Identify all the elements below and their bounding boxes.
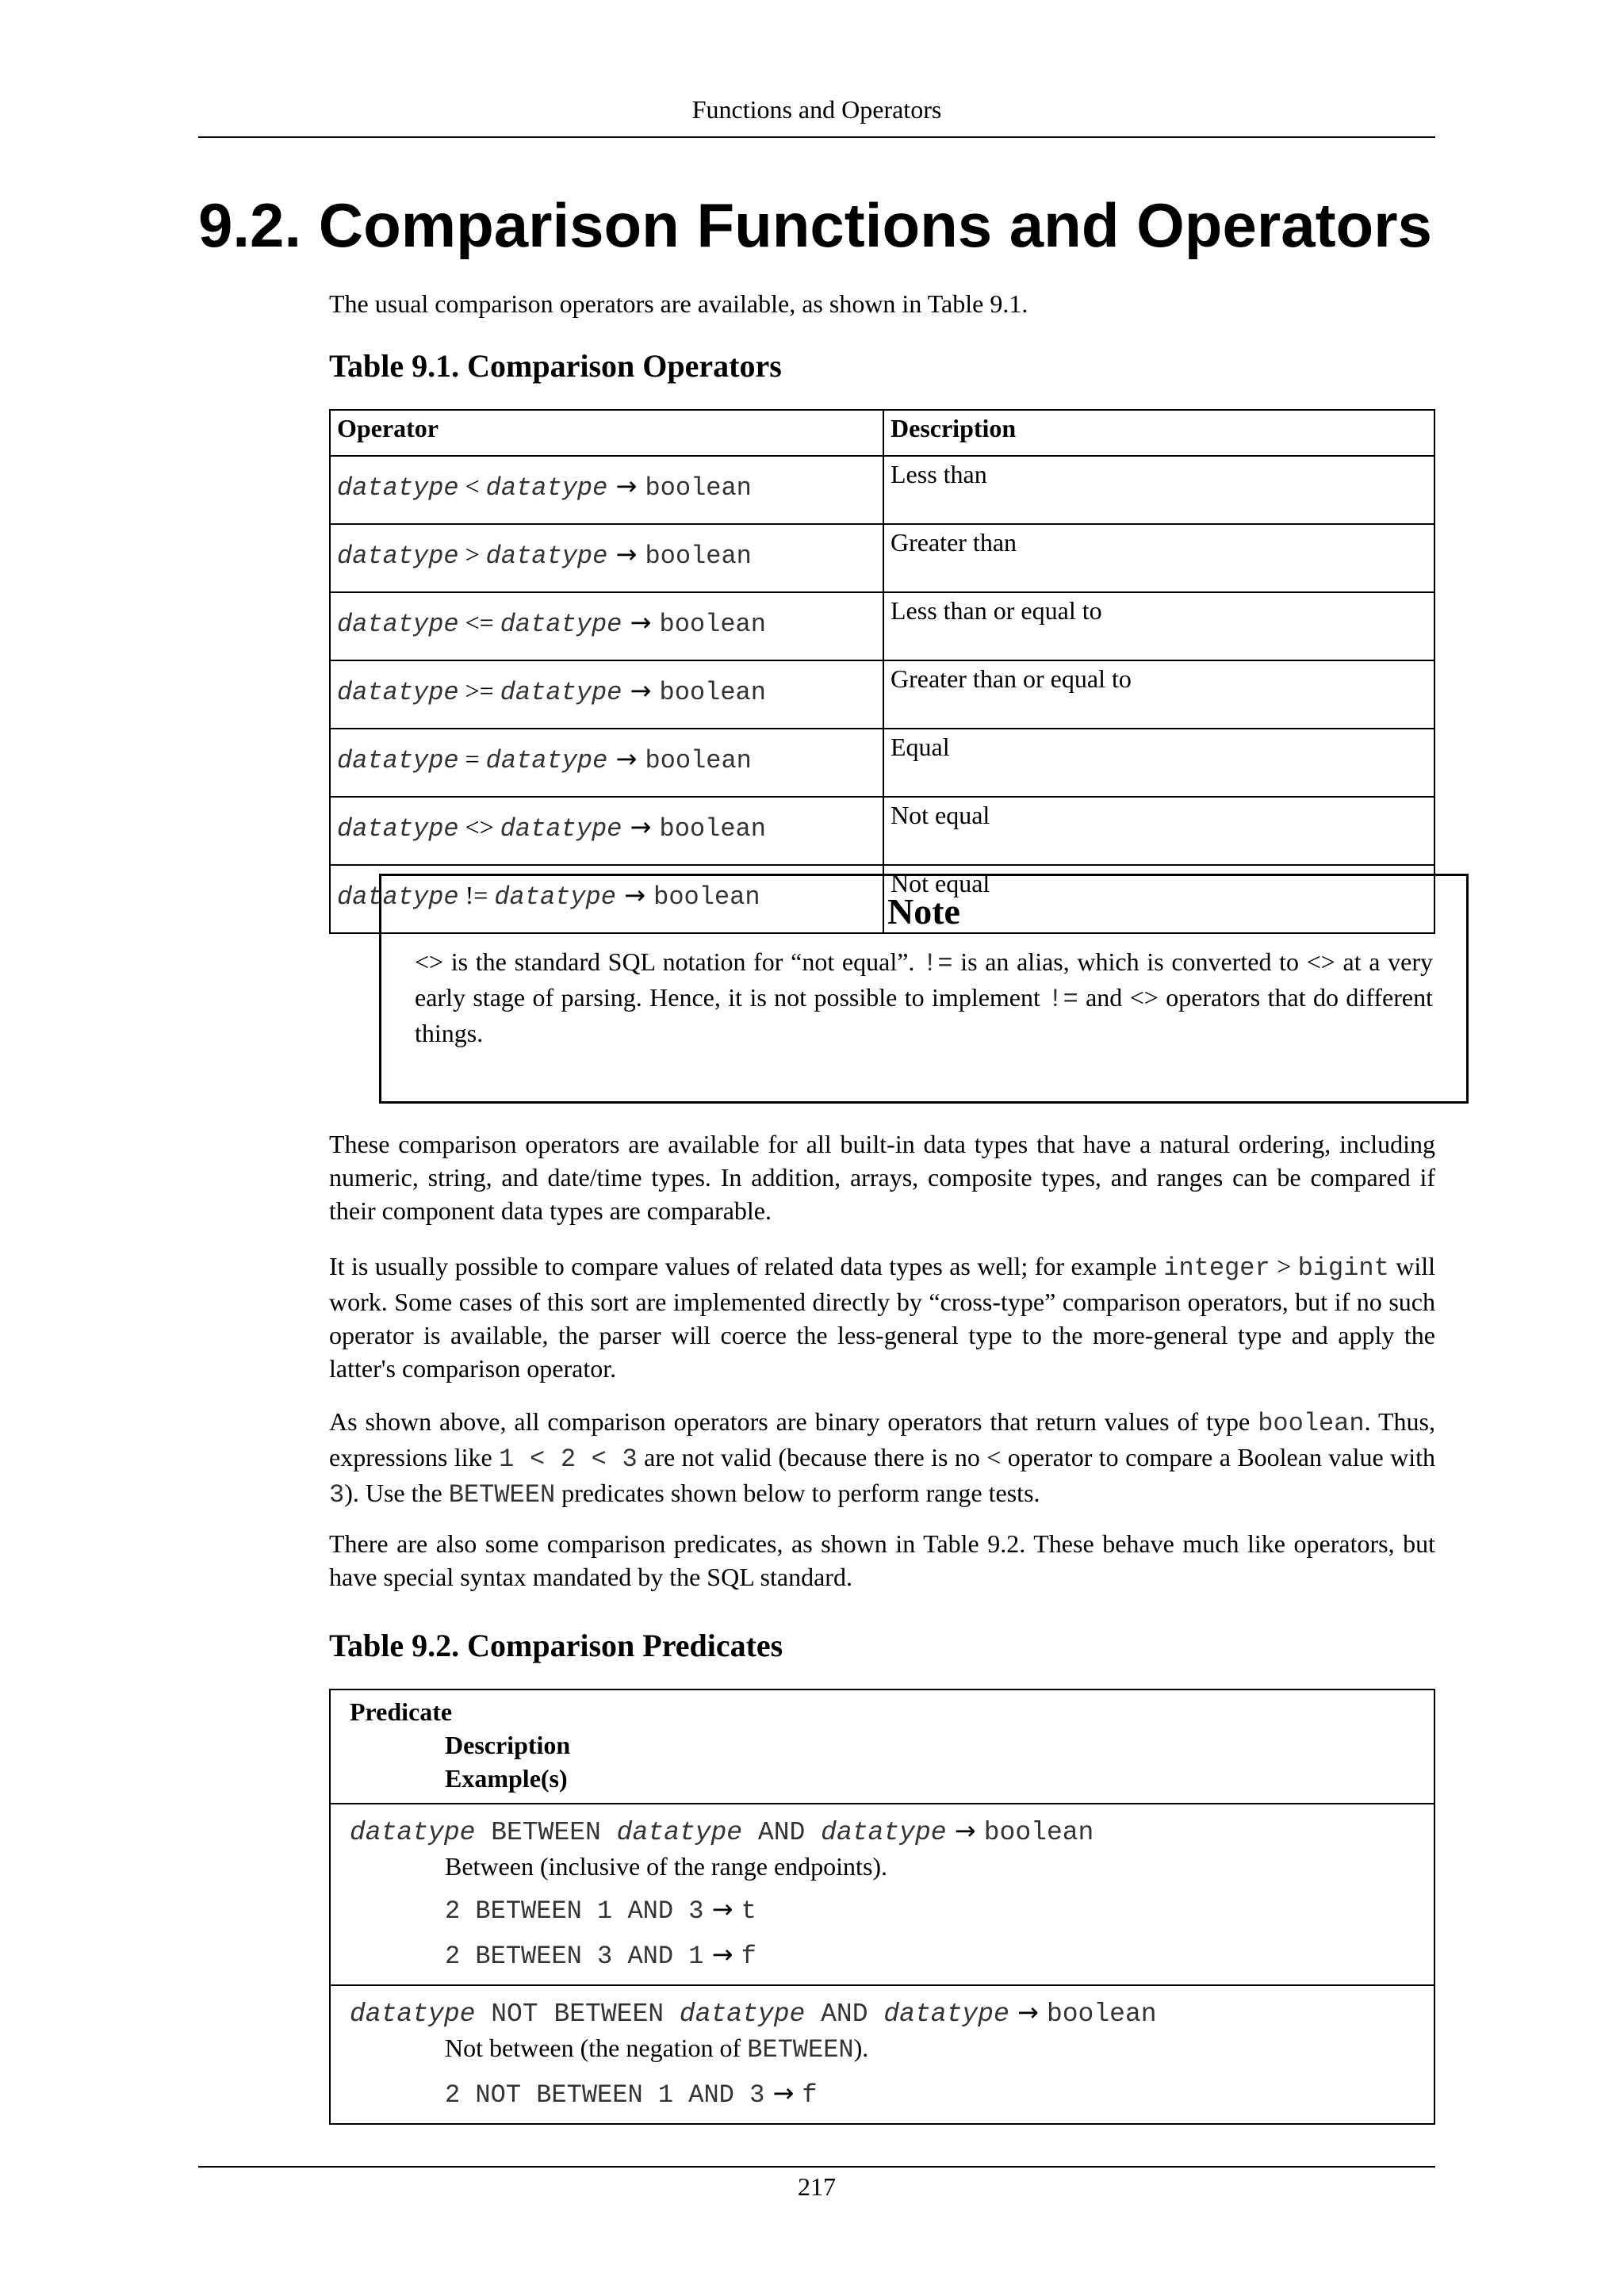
type-name: datatype: [485, 746, 608, 775]
table-row: [330, 797, 1434, 865]
page-number: 217: [798, 2172, 836, 2201]
example-code: 2 NOT BETWEEN 1 AND 3: [445, 2080, 765, 2110]
running-header: Functions and Operators: [691, 95, 942, 124]
paragraph-cross-type-text: [329, 1249, 1435, 1385]
inline-code: integer: [1163, 1253, 1270, 1283]
table-row: [331, 1804, 1434, 1984]
keyword: NOT BETWEEN: [475, 1999, 680, 2029]
type-name: datatype: [485, 473, 608, 503]
predicate-description: Between (inclusive of the range endpoints).: [445, 1852, 888, 1881]
type-name: datatype: [350, 1818, 476, 1847]
comparison-operators-table: [329, 409, 1435, 934]
note-code: !=: [1048, 985, 1078, 1014]
description-cell: Equal: [883, 729, 1434, 797]
arrow-icon: →: [622, 607, 660, 637]
description-column-header: Description: [445, 1731, 571, 1759]
operator-cell: [330, 524, 883, 592]
example-result: f: [802, 2080, 818, 2110]
type-name: datatype: [337, 746, 459, 775]
type-name: datatype: [494, 882, 616, 912]
text-part: ). Use the: [344, 1479, 449, 1507]
inline-code: BETWEEN: [747, 2035, 854, 2064]
description-cell: Less than: [883, 456, 1434, 524]
examples-column-header: Example(s): [445, 1764, 568, 1793]
type-name: datatype: [500, 610, 622, 639]
text-part: Not between (the negation of: [445, 2034, 748, 2062]
type-name: datatype: [350, 1999, 476, 2029]
type-name: datatype: [337, 814, 459, 844]
arrow-icon: →: [607, 539, 645, 569]
operator-cell: [330, 456, 883, 524]
text-part: It is usually possible to compare values of related data types as well; for example: [329, 1252, 1164, 1280]
paragraph-predicates-text: There are also some comparison predicates, as shown in Table 9.2. These behave much like operators, but have special syntax mandated by the SQL standard.: [329, 1529, 1435, 1591]
intro-paragraph: [329, 287, 1435, 320]
operator-cell: [330, 729, 883, 797]
note-box: [379, 874, 1469, 1104]
result-type: boolean: [645, 473, 752, 503]
header-rule: [198, 136, 1435, 138]
result-type: boolean: [659, 610, 766, 639]
text-part: ).: [853, 2034, 869, 2062]
description-cell: Greater than: [883, 524, 1434, 592]
result-type: boolean: [653, 882, 760, 912]
paragraph-binary: [329, 1405, 1435, 1512]
table-row: [330, 660, 1434, 729]
type-name: datatype: [337, 610, 459, 639]
result-type: boolean: [645, 746, 752, 775]
description-cell: Not equal: [883, 797, 1434, 865]
text-part: will work. Some cases of this sort are implemented directly by “cross-type” comparison operators, but if no such operator is available, the parser will coerce the less-general type to the more-general type and apply the latter's comparison operator.: [329, 1252, 1436, 1383]
section-title: 9.2. Comparison Functions and Operators: [198, 190, 1432, 260]
type-name: datatype: [500, 678, 622, 707]
note-text: [415, 945, 1433, 1050]
type-name: datatype: [337, 882, 459, 912]
result-type: boolean: [983, 1818, 1094, 1847]
arrow-icon: →: [764, 2078, 802, 2108]
predicate-column-header: Predicate: [350, 1697, 453, 1726]
type-name: datatype: [337, 473, 459, 503]
arrow-icon: →: [946, 1816, 984, 1846]
example-code: 2 BETWEEN 1 AND 3: [445, 1896, 704, 1926]
note-code: !=: [922, 949, 953, 978]
type-name: datatype: [883, 1999, 1009, 2029]
arrow-icon: →: [622, 812, 660, 842]
table2-title: Table 9.2. Comparison Predicates: [329, 1628, 783, 1663]
predicate-signature: [350, 1996, 1415, 2031]
note-text-part: <> is the standard SQL notation for “not equal”.: [415, 947, 923, 976]
operator-column-header: Operator: [330, 410, 883, 456]
example-line: [350, 1938, 1415, 1973]
table2-header: [331, 1690, 1434, 1804]
example-result: t: [741, 1896, 756, 1926]
keyword: AND: [805, 1999, 884, 2029]
table1-title: Table 9.1. Comparison Operators: [329, 348, 782, 384]
description-cell: Not equal: [883, 865, 1434, 933]
inline-code: 3: [329, 1480, 345, 1510]
operator-cell: [330, 797, 883, 865]
operator-cell: [330, 592, 883, 660]
operator-symbol: <=: [458, 608, 500, 637]
example-code: 2 BETWEEN 3 AND 1: [445, 1942, 704, 1971]
arrow-icon: →: [703, 1939, 741, 1969]
type-name: datatype: [337, 678, 459, 707]
table1-body: [330, 456, 1434, 933]
result-type: boolean: [1046, 1999, 1157, 2029]
predicate-description: [350, 2031, 1415, 2067]
description-cell: Less than or equal to: [883, 592, 1434, 660]
description-column-header: Description: [883, 410, 1434, 456]
inline-code: boolean: [1258, 1409, 1365, 1438]
result-type: boolean: [645, 541, 752, 571]
text-part: are not valid (because there is no < operator to compare a Boolean value with: [637, 1443, 1436, 1471]
description-cell: Greater than or equal to: [883, 660, 1434, 729]
paragraph-ordering: [329, 1127, 1435, 1227]
arrow-icon: →: [622, 675, 660, 706]
type-name: datatype: [337, 541, 459, 571]
operator-symbol: <: [458, 472, 486, 500]
table-row: [331, 1984, 1434, 2123]
inline-code: 1 < 2 < 3: [499, 1445, 638, 1474]
footer-rule: [198, 2166, 1435, 2168]
comparison-predicates-table: [329, 1689, 1435, 2125]
paragraph-cross-type: [329, 1249, 1435, 1385]
operator-symbol: >: [458, 540, 486, 568]
operator-symbol: <>: [458, 813, 500, 841]
paragraph-binary-text: [329, 1405, 1435, 1512]
arrow-icon: →: [607, 471, 645, 501]
arrow-icon: →: [1009, 1997, 1047, 2027]
type-name: datatype: [616, 1818, 743, 1847]
operator-symbol: >=: [458, 676, 500, 705]
result-type: boolean: [659, 678, 766, 707]
table1-header-row: [330, 410, 1434, 456]
operator-symbol: =: [458, 744, 486, 773]
paragraph-ordering-text: These comparison operators are available for all built-in data types that have a natural ordering, including numeric, string, and date/time types. In addition, arrays, composite types, and ranges can be compared if their component data types are comparable.: [329, 1130, 1435, 1225]
text-part: predicates shown below to perform range tests.: [555, 1479, 1040, 1507]
example-result: f: [741, 1942, 756, 1971]
result-type: boolean: [659, 814, 766, 844]
table-row: [330, 456, 1434, 524]
text-part: >: [1270, 1252, 1298, 1280]
keyword: AND: [742, 1818, 822, 1847]
type-name: datatype: [821, 1818, 947, 1847]
text-part: As shown above, all comparison operators are binary operators that return values of type: [329, 1407, 1258, 1436]
example-line: [350, 2076, 1415, 2112]
operator-cell: [330, 660, 883, 729]
note-title: Note: [887, 891, 960, 932]
inline-code: BETWEEN: [448, 1480, 556, 1510]
inline-code: bigint: [1297, 1253, 1389, 1283]
table-row: [330, 592, 1434, 660]
arrow-icon: →: [607, 744, 645, 774]
intro-text: The usual comparison operators are available, as shown in Table 9.1.: [329, 289, 1028, 318]
arrow-icon: →: [615, 880, 654, 910]
text-part: . Thus, expressions like: [329, 1407, 1436, 1471]
note-text-part: is an alias, which is converted to <> at a very early stage of parsing. Hence, it is not possible to implement: [415, 947, 1434, 1012]
keyword: BETWEEN: [475, 1818, 617, 1847]
predicate-signature: [350, 1814, 1415, 1850]
note-text-part: and <> operators that do different things.: [415, 983, 1434, 1047]
paragraph-predicates: [329, 1527, 1435, 1594]
type-name: datatype: [500, 814, 622, 844]
example-line: [350, 1892, 1415, 1928]
type-name: datatype: [485, 541, 608, 571]
table-row: [330, 524, 1434, 592]
arrow-icon: →: [703, 1894, 741, 1924]
table-row: [330, 729, 1434, 797]
operator-symbol: !=: [458, 881, 495, 909]
type-name: datatype: [679, 1999, 806, 2029]
